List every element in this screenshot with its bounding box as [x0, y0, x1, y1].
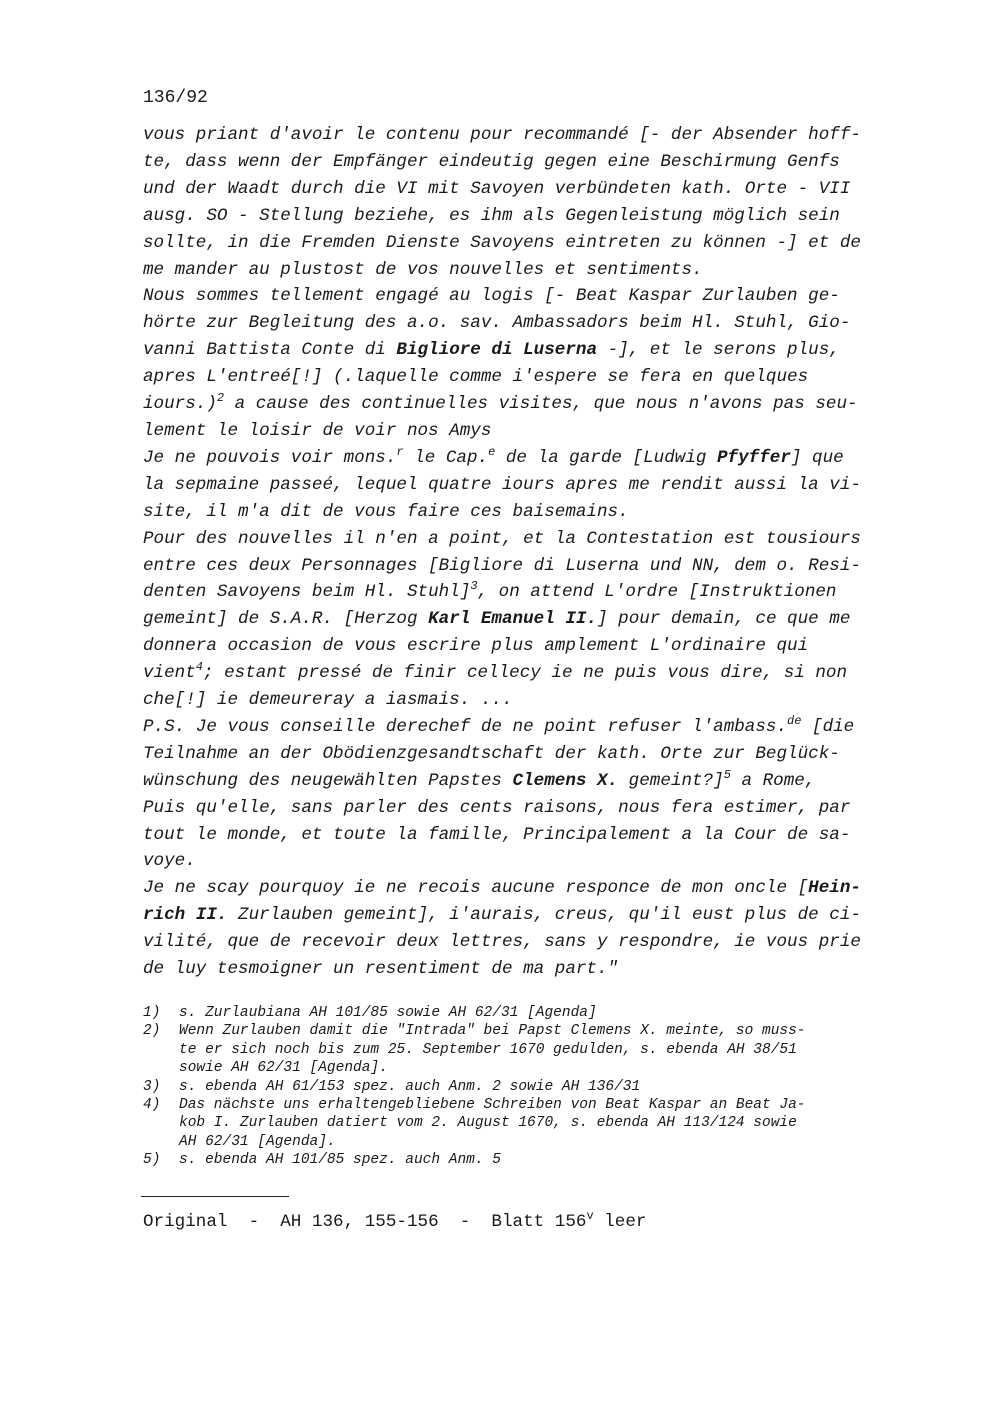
text-segment: wünschung des neugewählten Papstes	[143, 770, 513, 791]
text-segment: , on attend L'ordre [Instruktionen	[477, 582, 837, 603]
footnote-line: s. Zurlaubiana AH 101/85 sowie AH 62/31 [Agenda]	[179, 1005, 597, 1021]
text-segment: lement le loisir de voir nos Amys	[143, 420, 492, 441]
footnote-line: Das nächste uns erhaltengebliebene Schreiben von Beat Kaspar an Beat Ja-	[179, 1097, 806, 1114]
body-line	[143, 660, 913, 687]
footnote-number: 5)	[143, 1152, 161, 1169]
text-segment: a Rome,	[730, 770, 816, 791]
text-segment: ausg. SO - Stellung beziehe, es ihm als Gegenleistung möglich sein	[143, 205, 840, 226]
text-segment: Je ne scay pourquoy ie ne recois aucune responce de mon oncle [	[143, 878, 809, 899]
body-line	[143, 553, 913, 580]
footnote	[143, 1096, 923, 1151]
text-segment: -], et le serons plus,	[597, 340, 840, 361]
footnote-line: kob I. Zurlauben datiert vom 2. August 1670, s. ebenda AH 113/124 sowie	[179, 1115, 797, 1132]
body-line	[143, 499, 913, 526]
body-line	[143, 149, 913, 176]
footnote-line: te er sich noch bis zum 25. September 1670 gedulden, s. ebenda AH 38/51	[179, 1041, 797, 1058]
text-segment: de luy tesmoigner un resentiment de ma part."	[143, 959, 619, 980]
text-segment: Nous sommes tellement engagé au logis [- Beat Kaspar Zurlauben ge-	[143, 286, 840, 307]
text-segment: de la garde [Ludwig	[495, 447, 717, 468]
text-segment: donnera occasion de vous escrire plus amplement L'ordinaire qui	[143, 636, 809, 657]
footnote	[143, 1004, 923, 1022]
footnote	[143, 1151, 923, 1169]
separator-rule	[141, 1196, 289, 1197]
text-segment: hörte zur Begleitung des a.o. sav. Ambassadors beim Hl. Stuhl, Gio-	[143, 313, 851, 334]
text-segment: voye.	[143, 851, 196, 872]
footnote-ref: r	[396, 445, 404, 460]
source-note-prefix: Original - AH 136, 155-156 - Blatt 156	[143, 1212, 587, 1232]
bold-name: Bigliore di Luserna	[396, 340, 598, 361]
footnote	[143, 1022, 923, 1077]
body-line	[143, 606, 913, 633]
body-line	[143, 391, 913, 418]
text-segment: tout le monde, et toute la famille, Principalement a la Cour de sa-	[143, 824, 851, 845]
bold-name: rich II.	[143, 905, 228, 926]
text-segment: P.S. Je vous conseille derechef de ne point refuser l'ambass.	[143, 716, 788, 737]
bold-name: Hein-	[808, 878, 861, 899]
text-segment: Teilnahme an der Obödienzgesandtschaft der kath. Orte zur Beglück-	[143, 743, 840, 764]
footnote-text	[179, 1078, 640, 1096]
footnote-line: s. ebenda AH 101/85 spez. auch Anm. 5	[179, 1152, 501, 1169]
footnote-ref: de	[787, 714, 802, 729]
text-segment: entre ces deux Personnages [Bigliore di Luserna und NN, dem o. Resi-	[143, 555, 861, 576]
footnote-line: Wenn Zurlauben damit die "Intrada" bei Papst Clemens X. meinte, so muss-	[179, 1023, 806, 1040]
body-line	[143, 902, 913, 929]
footnote-line: sowie AH 62/31 [Agenda].	[179, 1060, 388, 1077]
footnotes	[143, 1004, 923, 1170]
body-line	[143, 875, 913, 902]
footnote-text	[179, 1022, 806, 1077]
body-line	[143, 472, 913, 499]
letter-body	[143, 122, 913, 983]
body-line	[143, 687, 913, 714]
body-line	[143, 337, 913, 364]
text-segment: vilité, que de recevoir deux lettres, sans y respondre, ie vous prie	[143, 932, 861, 953]
text-segment: ; estant pressé de finir cellecy ie ne puis vous dire, si non	[203, 663, 848, 684]
text-segment: me mander au plustost de vos nouvelles et sentiments.	[143, 259, 703, 280]
body-line	[143, 526, 913, 553]
text-segment: a cause des continuelles visites, que nous n'avons pas seu-	[224, 394, 858, 415]
bold-name: Karl Emanuel II.	[428, 609, 598, 630]
text-segment: gemeint] de S.A.R. [Herzog	[143, 609, 429, 630]
text-segment: site, il m'a dit de vous faire ces baisemains.	[143, 501, 629, 522]
body-line	[143, 741, 913, 768]
body-line	[143, 203, 913, 230]
text-segment: vous priant d'avoir le contenu pour recommandé [- der Absender hoff-	[143, 125, 861, 145]
footnote-ref: e	[488, 445, 496, 460]
body-line	[143, 122, 913, 149]
body-line	[143, 633, 913, 660]
text-segment: ] que	[790, 447, 844, 468]
footnote-number: 4)	[143, 1097, 161, 1114]
body-line	[143, 929, 913, 956]
source-note-sup: v	[586, 1209, 594, 1224]
body-line	[143, 310, 913, 337]
body-line	[143, 822, 913, 849]
footnote-number: 3)	[143, 1078, 161, 1095]
text-segment: che[!] ie demeureray a iasmais. ...	[143, 690, 513, 711]
text-segment: und der Waadt durch die VI mit Savoyen verbündeten kath. Orte - VII	[143, 178, 851, 199]
text-segment: Puis qu'elle, sans parler des cents raisons, nous fera estimer, par	[143, 797, 851, 818]
footnote-line: AH 62/31 [Agenda].	[179, 1133, 336, 1150]
text-segment: vanni Battista Conte di	[143, 340, 397, 361]
footnote-text	[179, 1151, 501, 1169]
text-segment: vient	[143, 663, 196, 684]
body-line	[143, 364, 913, 391]
text-segment: Zurlauben gemeint], i'aurais, creus, qu'il eust plus de ci-	[227, 905, 861, 926]
body-line	[143, 445, 913, 472]
footnote-number: 1)	[143, 1005, 161, 1021]
text-segment: la sepmaine passeé, lequel quatre iours apres me rendit aussi la vi-	[143, 474, 861, 495]
footnote-ref: 4	[195, 660, 203, 675]
text-segment: le Cap.	[403, 447, 489, 468]
footnote-number: 2)	[143, 1023, 161, 1040]
footnote-text	[179, 1004, 597, 1022]
footnote-ref: 2	[216, 391, 225, 406]
footnote-text	[179, 1096, 806, 1151]
source-note	[143, 1210, 646, 1234]
footnote	[143, 1078, 923, 1096]
text-segment: denten Savoyens beim Hl. Stuhl]	[143, 582, 471, 603]
text-segment: te, dass wenn der Empfänger eindeutig gegen eine Beschirmung Genfs	[143, 151, 840, 172]
body-line	[143, 257, 913, 284]
text-segment: gemeint?]	[618, 770, 724, 791]
text-segment: Je ne pouvois voir mons.	[143, 447, 397, 468]
text-segment: Pour des nouvelles il n'en a point, et la Contestation est tousiours	[143, 528, 861, 549]
page-number: 136/92	[143, 88, 208, 108]
bold-name: Clemens X.	[512, 770, 619, 791]
body-line	[143, 795, 913, 822]
body-line	[143, 230, 913, 257]
footnote-line: s. ebenda AH 61/153 spez. auch Anm. 2 sowie AH 136/31	[179, 1078, 641, 1095]
body-line	[143, 418, 913, 445]
text-segment: ] pour demain, ce que me	[597, 609, 851, 630]
body-line	[143, 768, 913, 795]
footnote-ref: 5	[723, 767, 731, 782]
body-line	[143, 714, 913, 741]
body-line	[143, 579, 913, 606]
body-line	[143, 956, 913, 983]
body-line	[143, 848, 913, 875]
bold-name: Pfyffer	[717, 447, 791, 468]
body-line	[143, 176, 913, 203]
body-line	[143, 283, 913, 310]
text-segment: [die	[801, 716, 855, 737]
text-segment: apres L'entreé[!] (.laquelle comme i'espere se fera en quelques	[143, 367, 809, 388]
text-segment: iours.)	[143, 394, 217, 415]
footnote-ref: 3	[470, 579, 478, 594]
text-segment: sollte, in die Fremden Dienste Savoyens eintreten zu können -] et de	[143, 232, 861, 253]
source-note-suffix: leer	[593, 1212, 647, 1232]
